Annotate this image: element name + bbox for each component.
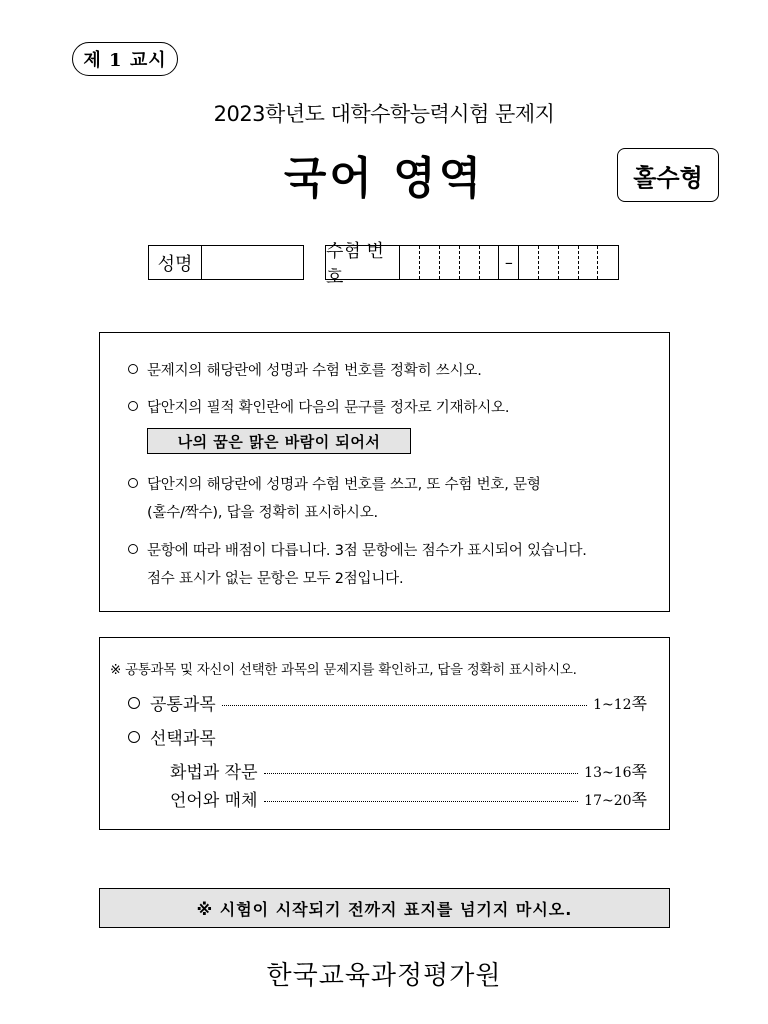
exam-number-digit[interactable] [539,246,559,279]
exam-number-digit[interactable] [519,246,539,279]
organization-name: 한국교육과정평가원 [266,961,502,991]
instruction-item [128,396,509,417]
subject-label: 공통과목 [150,695,216,715]
exam-number-field [325,240,619,288]
instruction-item [128,539,587,560]
instruction-text: 답안지의 필적 확인란에 다음의 문구를 정자로 기재하시오. [147,400,510,416]
dot-leader [264,773,579,774]
exam-number-digit[interactable] [440,246,460,279]
bullet-circle-icon [128,401,138,411]
exam-number-digit[interactable] [480,246,500,279]
instruction-continuation: 점수 표시가 없는 문항은 모두 2점입니다. [147,571,404,587]
exam-number-digit[interactable] [420,246,440,279]
exam-number-digit[interactable] [598,246,618,279]
subject-label: 화법과 작문 [170,763,258,783]
exam-number-digit[interactable] [400,246,420,279]
subject-label: 언어와 매체 [170,791,258,811]
handwriting-phrase-box: 나의 꿈은 맑은 바람이 되어서 [147,428,411,454]
instruction-item [128,359,482,380]
name-label: 성명 [149,246,202,279]
subject-row-elective-option [170,786,647,811]
exam-number-digit[interactable] [460,246,480,279]
bullet-circle-icon [128,731,140,743]
bullet-circle-icon [128,544,138,554]
bullet-circle-icon [128,364,138,374]
bullet-circle-icon [128,478,138,488]
name-input-area[interactable] [202,246,303,279]
subject-row-elective [128,724,216,749]
instructions-panel [99,332,670,612]
instruction-text: 문제지의 해당란에 성명과 수험 번호를 정확히 쓰시오. [147,363,482,379]
subject-pages: 13~16쪽 [584,762,647,781]
instruction-text: 답안지의 해당란에 성명과 수험 번호를 쓰고, 또 수험 번호, 문형 [147,477,541,493]
subject-pages: 17~20쪽 [584,790,647,809]
bullet-circle-icon [128,697,140,709]
dot-leader [264,801,579,802]
subject-pages: 1~12쪽 [593,694,647,713]
subjects-note: ※ 공통과목 및 자신이 선택한 과목의 문제지를 확인하고, 답을 정확히 표시하시오. [110,662,577,678]
exam-number-digit[interactable] [579,246,599,279]
exam-title: 2023학년도 대학수학능력시험 문제지 [213,102,555,126]
instruction-text: 문항에 따라 배점이 다릅니다. 3점 문항에는 점수가 표시되어 있습니다. [147,543,587,559]
subjects-panel [99,637,670,830]
instruction-continuation: (홀수/짝수), 답을 정확히 표시하시오. [147,505,378,521]
dot-leader [222,705,587,706]
name-field [148,245,304,280]
exam-number-label: 수험 번호 [326,246,400,279]
subject-label: 선택과목 [150,729,216,749]
subject-row-elective-option [170,758,647,783]
form-type-badge: 홀수형 [617,148,719,202]
subject-row-common [128,690,647,715]
exam-number-dash: – [499,246,519,279]
exam-number-digit[interactable] [559,246,579,279]
instruction-item [128,473,541,494]
notice-bar: ※ 시험이 시작되기 전까지 표지를 넘기지 마시오. [99,888,670,928]
subject-title: 국어 영역 [283,153,485,204]
session-badge: 제 1 교시 [72,42,178,76]
